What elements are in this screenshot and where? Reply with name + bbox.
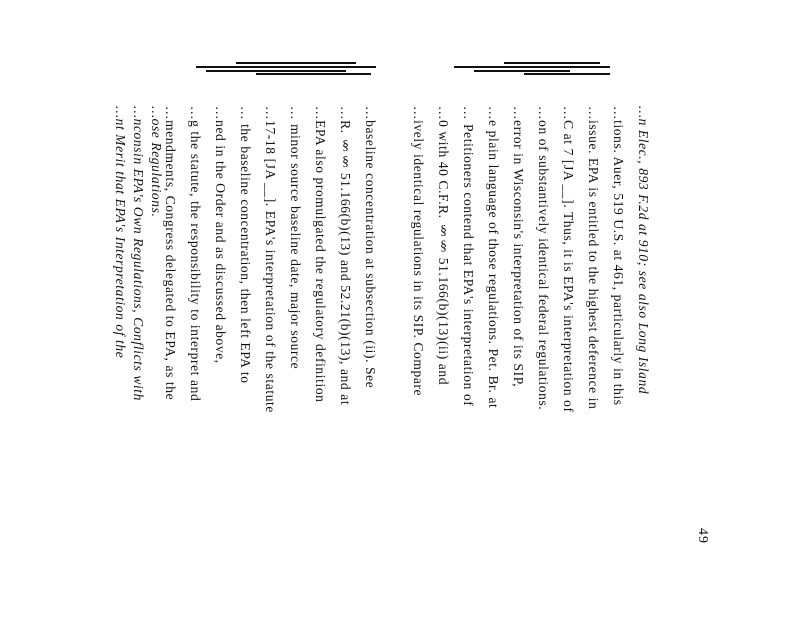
redaction-mark-left [196, 60, 376, 76]
body-line: …R. §§ 51.166(b)(13) and 52.21(b)(13), and at [338, 106, 353, 406]
page-number: 49 [695, 528, 710, 544]
body-line: …on of substantively identical federal regulations. [536, 106, 551, 411]
body-line: …tions. Auer, 519 U.S. at 461, particularly in this [611, 106, 626, 406]
heading-line-1: …nt Merit that EPA's Interpretation of the [113, 106, 128, 359]
redaction-mark-right [454, 60, 610, 76]
body-line: …issue. EPA is entitled to the highest deference in [586, 106, 601, 410]
body-line: …g the statute, the responsibility to interpret and [188, 106, 203, 402]
body-line: …EPA also promulgated the regulatory definition [313, 106, 328, 403]
body-line: …baseline concentration at subsection (ii). See [363, 106, 378, 389]
body-line: … Petitioners contend that EPA's interpretation of [461, 106, 476, 407]
body-line: …ned in the Order and as discussed above, [213, 106, 228, 364]
heading-line-2: …nconsin EPA's Own Regulations, Conflicts with [131, 106, 146, 401]
body-line: … minor source baseline date, major source [288, 106, 303, 370]
body-line: …mendments, Congress delegated to EPA, as the [163, 106, 178, 401]
body-line: …C at 7 [JA __]. Thus, it is EPA's interpretation of [561, 106, 576, 413]
heading-line-3: …ose Regulations. [149, 106, 164, 218]
body-line: …17-18 [JA __]. EPA's interpretation of the statute [263, 106, 278, 413]
body-line: …error in Wisconsin's interpretation of its SIP, [511, 106, 526, 388]
body-line: …0 with 40 C.F.R. §§ 51.166(b)(13)(ii) and [436, 106, 451, 386]
body-line: …ively identical regulations in its SIP. Compare [411, 106, 426, 397]
body-line: …e plain language of those regulations. Pet. Br. at [486, 106, 501, 409]
body-line: … the baseline concentration, then left EPA to [238, 106, 253, 384]
body-line: …n Elec., 893 F.2d at 910; see also Long Island [636, 106, 651, 395]
